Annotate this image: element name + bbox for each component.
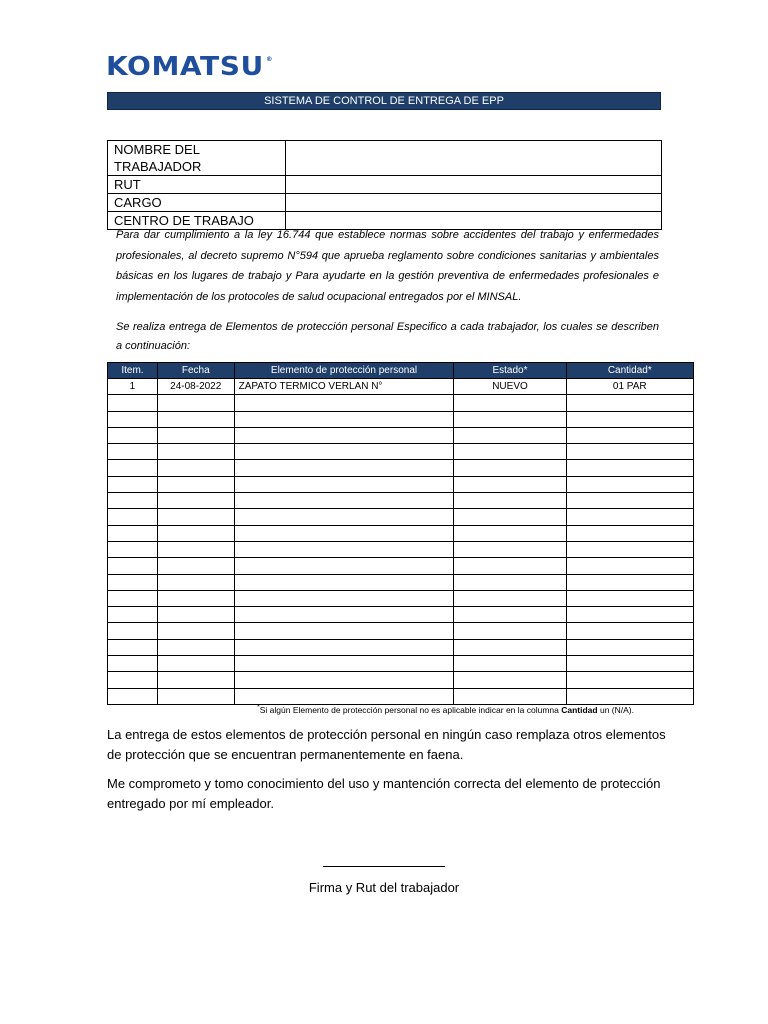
cell-item[interactable] <box>108 607 158 623</box>
cell-estado[interactable] <box>454 541 566 557</box>
cell-cantidad[interactable] <box>566 427 693 443</box>
table-row <box>108 427 694 443</box>
cell-elemento[interactable] <box>234 493 454 509</box>
table-row <box>108 411 694 427</box>
cell-cantidad[interactable] <box>566 590 693 606</box>
cell-estado[interactable] <box>454 395 566 411</box>
cargo-field[interactable] <box>286 194 662 212</box>
cell-elemento[interactable] <box>234 672 454 688</box>
cell-fecha[interactable] <box>157 541 234 557</box>
cell-item[interactable] <box>108 558 158 574</box>
work-center-label: CENTRO DE TRABAJO <box>108 212 286 230</box>
cell-item[interactable] <box>108 460 158 476</box>
registered-mark: ® <box>265 56 274 63</box>
cell-cantidad[interactable] <box>566 607 693 623</box>
cell-fecha[interactable] <box>157 411 234 427</box>
cell-cantidad[interactable] <box>566 541 693 557</box>
cell-estado[interactable] <box>454 509 566 525</box>
table-row <box>108 656 694 672</box>
table-row <box>108 395 694 411</box>
cell-fecha[interactable] <box>157 590 234 606</box>
cell-elemento[interactable] <box>234 574 454 590</box>
cell-fecha[interactable] <box>157 444 234 460</box>
cell-item[interactable] <box>108 476 158 492</box>
cell-item[interactable] <box>108 493 158 509</box>
footnote-text-after: un (N/A). <box>597 704 634 715</box>
logo-text: KOMATSU <box>106 52 264 82</box>
cell-cantidad[interactable] <box>566 444 693 460</box>
cell-fecha[interactable] <box>157 395 234 411</box>
table-row <box>108 444 694 460</box>
cell-item[interactable] <box>108 525 158 541</box>
cell-cantidad[interactable] <box>566 411 693 427</box>
table-row <box>108 639 694 655</box>
cell-cantidad[interactable] <box>566 558 693 574</box>
cell-elemento[interactable] <box>234 623 454 639</box>
cell-elemento[interactable] <box>234 639 454 655</box>
table-row <box>108 688 694 704</box>
cell-elemento[interactable] <box>234 411 454 427</box>
cell-item[interactable] <box>108 427 158 443</box>
cell-fecha[interactable] <box>157 623 234 639</box>
table-row <box>108 509 694 525</box>
cell-cantidad[interactable] <box>566 476 693 492</box>
cell-fecha[interactable]: 24-08-2022 <box>157 379 234 395</box>
cell-estado[interactable] <box>454 656 566 672</box>
cell-estado[interactable] <box>454 427 566 443</box>
cell-fecha[interactable] <box>157 509 234 525</box>
signature-line[interactable] <box>323 866 445 867</box>
rut-field[interactable] <box>286 176 662 194</box>
rut-row <box>108 176 662 194</box>
cell-fecha[interactable] <box>157 493 234 509</box>
statement-replacement: La entrega de estos elementos de protección personal en ningún caso remplaza otros elementos de protección que se encuentran permanentemente en faena. <box>107 727 666 762</box>
cell-item[interactable] <box>108 395 158 411</box>
cell-cantidad[interactable] <box>566 623 693 639</box>
cell-item[interactable] <box>108 688 158 704</box>
cell-estado[interactable] <box>454 558 566 574</box>
cell-fecha[interactable] <box>157 574 234 590</box>
cell-elemento[interactable] <box>234 460 454 476</box>
cell-cantidad[interactable] <box>566 656 693 672</box>
table-row <box>108 623 694 639</box>
table-row <box>108 672 694 688</box>
signature-label: Firma y Rut del trabajador <box>308 880 460 895</box>
table-row <box>108 590 694 606</box>
worker-name-label: NOMBRE DEL TRABAJADOR <box>108 141 286 176</box>
cell-elemento[interactable] <box>234 525 454 541</box>
footnote-text-bold: Cantidad <box>561 704 598 715</box>
cell-estado[interactable] <box>454 444 566 460</box>
cell-item[interactable] <box>108 541 158 557</box>
cell-item[interactable] <box>108 411 158 427</box>
cell-item[interactable] <box>108 590 158 606</box>
statement-commitment: Me comprometo y tomo conocimiento del uso y mantención correcta del elemento de protección entregado por mí empleador. <box>107 776 661 811</box>
intro-paragraph: Se realiza entrega de Elementos de protección personal Especifico a cada trabajador, los cuales se describen a continuación: <box>116 321 659 352</box>
cell-elemento[interactable] <box>234 444 454 460</box>
cell-cantidad[interactable] <box>566 688 693 704</box>
cell-fecha[interactable] <box>157 427 234 443</box>
cell-elemento[interactable] <box>234 476 454 492</box>
cell-cantidad[interactable] <box>566 639 693 655</box>
table-row <box>108 525 694 541</box>
cell-cantidad[interactable] <box>566 493 693 509</box>
cell-fecha[interactable] <box>157 476 234 492</box>
cell-item[interactable]: 1 <box>108 379 158 395</box>
cell-estado[interactable] <box>454 574 566 590</box>
cell-item[interactable] <box>108 672 158 688</box>
cell-cantidad[interactable] <box>566 574 693 590</box>
cell-cantidad[interactable] <box>566 672 693 688</box>
table-row <box>108 607 694 623</box>
cell-item[interactable] <box>108 656 158 672</box>
cell-cantidad[interactable] <box>566 460 693 476</box>
cell-cantidad[interactable] <box>566 525 693 541</box>
footnote-text-before: Si algún Elemento de protección personal no es aplicable indicar en la columna <box>259 704 562 715</box>
cell-estado[interactable] <box>454 411 566 427</box>
items-body <box>108 379 694 705</box>
worker-info-table <box>107 140 662 230</box>
cell-elemento[interactable] <box>234 509 454 525</box>
cell-estado[interactable] <box>454 688 566 704</box>
cell-fecha[interactable] <box>157 607 234 623</box>
worker-name-field[interactable] <box>286 141 662 176</box>
cell-elemento[interactable] <box>234 688 454 704</box>
cell-estado[interactable] <box>454 525 566 541</box>
cell-estado[interactable] <box>454 493 566 509</box>
cell-estado[interactable] <box>454 460 566 476</box>
header-cantidad: Cantidad* <box>566 363 693 379</box>
epp-items-table <box>107 362 694 705</box>
cell-item[interactable] <box>108 444 158 460</box>
cell-fecha[interactable] <box>157 639 234 655</box>
cell-item[interactable] <box>108 574 158 590</box>
header-item: Item. <box>108 363 158 379</box>
table-row <box>108 558 694 574</box>
cell-item[interactable] <box>108 509 158 525</box>
cargo-label: CARGO <box>108 194 286 212</box>
cell-fecha[interactable] <box>157 688 234 704</box>
komatsu-logo <box>106 52 273 82</box>
cell-fecha[interactable] <box>157 656 234 672</box>
table-row <box>108 460 694 476</box>
footnote-marker: * <box>257 703 260 711</box>
cell-fecha[interactable] <box>157 672 234 688</box>
legal-paragraph: Para dar cumplimiento a la ley 16.744 que establece normas sobre accidentes del trabajo y enfermedades profesionales, al decreto supremo N°594 que aprueba reglamento sobre condiciones sanitarias y ambientales básicas en los lugares de trabajo y Para ayudarte en la gestión preventiva de enfermedades profesionales e implementación de los protocoles de salud ocupacional entregados por el MINSAL. <box>116 229 659 303</box>
table-row <box>108 476 694 492</box>
cell-elemento[interactable] <box>234 395 454 411</box>
table-row <box>108 493 694 509</box>
items-header-row <box>108 363 694 379</box>
header-estado: Estado* <box>454 363 566 379</box>
document-title-banner: SISTEMA DE CONTROL DE ENTREGA DE EPP <box>107 92 661 110</box>
cell-cantidad[interactable] <box>566 395 693 411</box>
header-fecha: Fecha <box>157 363 234 379</box>
footnote <box>257 703 634 715</box>
cell-elemento[interactable] <box>234 558 454 574</box>
cell-estado[interactable]: NUEVO <box>454 379 566 395</box>
cell-elemento[interactable] <box>234 541 454 557</box>
worker-name-row <box>108 141 662 176</box>
cell-estado[interactable] <box>454 476 566 492</box>
rut-label: RUT <box>108 176 286 194</box>
cell-estado[interactable] <box>454 672 566 688</box>
cell-estado[interactable] <box>454 623 566 639</box>
cell-item[interactable] <box>108 639 158 655</box>
cell-elemento[interactable]: ZAPATO TERMICO VERLAN N° <box>234 379 454 395</box>
table-row <box>108 541 694 557</box>
cell-elemento[interactable] <box>234 590 454 606</box>
cell-item[interactable] <box>108 623 158 639</box>
cell-fecha[interactable] <box>157 558 234 574</box>
cell-estado[interactable] <box>454 639 566 655</box>
cell-fecha[interactable] <box>157 525 234 541</box>
table-row <box>108 379 694 395</box>
cell-estado[interactable] <box>454 607 566 623</box>
cell-cantidad[interactable]: 01 PAR <box>566 379 693 395</box>
cell-cantidad[interactable] <box>566 509 693 525</box>
cell-fecha[interactable] <box>157 460 234 476</box>
cell-elemento[interactable] <box>234 607 454 623</box>
header-elemento: Elemento de protección personal <box>234 363 454 379</box>
cell-elemento[interactable] <box>234 427 454 443</box>
cell-elemento[interactable] <box>234 656 454 672</box>
cargo-row <box>108 194 662 212</box>
table-row <box>108 574 694 590</box>
cell-estado[interactable] <box>454 590 566 606</box>
